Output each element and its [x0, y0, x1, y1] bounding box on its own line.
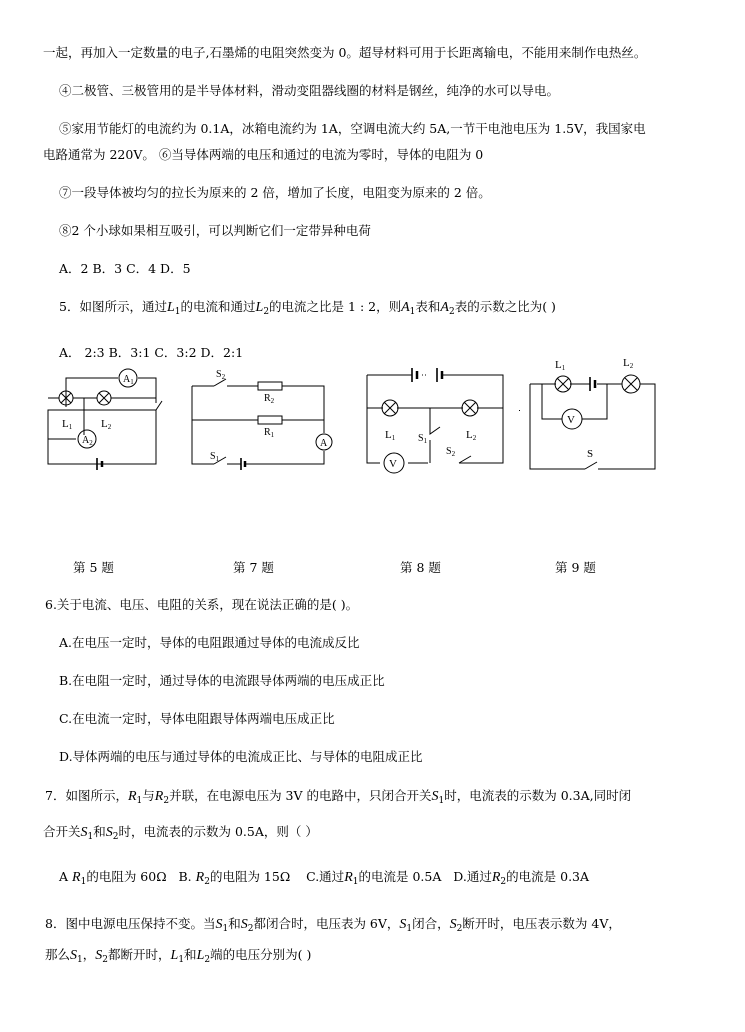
fig7-switch-2-label: $S_2$: [216, 369, 226, 381]
q7-option-d-text-2: 的电流是 0.3A: [506, 869, 590, 884]
q7-option-b-letter: B.: [178, 869, 192, 884]
q8-text: 那么: [45, 947, 71, 962]
figure-9-circuit: [530, 357, 655, 469]
text-line-1: 一起，再加入一定数量的电子,石墨烯的电阻突然变为 0。超导材料可用于长距离输电，不能用来制作电热丝。: [43, 45, 647, 60]
q5-text-3: 的电流之比是 1 : 2，则: [269, 299, 402, 314]
q8-sym-s: S: [240, 917, 248, 932]
fig8-voltmeter-label: V: [389, 458, 397, 470]
q5-sym-l: L: [255, 300, 264, 315]
fig8-lamp-1-label: L1: [385, 429, 396, 442]
q5-text-2: 的电流和通过: [180, 299, 256, 314]
q7-sym-r: R: [72, 870, 81, 885]
q8-sym-l: L: [170, 948, 179, 963]
q7-text: 并联，在电源电压为 3V 的电路中，只闭合开关: [169, 788, 432, 803]
q8-text: 和: [184, 947, 197, 962]
fig9-lamp-1-label: L1: [555, 359, 566, 372]
question-6-option-c: C.在电流一定时，导体电阻跟导体两端电压成正比: [59, 711, 335, 726]
q8-text: 都断开时，: [108, 947, 171, 962]
question-6-stem: 6.关于电流、电压、电阻的关系，现在说法正确的是( )。: [45, 597, 359, 612]
q7-sym-r: R: [195, 870, 205, 885]
q8-sym-s: S: [95, 948, 103, 963]
q7-option-a-text: 的电阻为 60Ω: [86, 869, 167, 884]
question-7-stem-line-1: [45, 787, 631, 810]
q7-sym-s: S: [431, 789, 439, 804]
q8-sub: 1: [406, 924, 413, 934]
q5-sym-a: A: [401, 300, 410, 315]
q7-option-c: [306, 869, 442, 887]
q7-option-d-text-1: D.通过: [453, 869, 492, 884]
fig8-switch-2-label: $S_2$: [446, 446, 456, 458]
q5-sub: 1: [174, 307, 181, 317]
text-line-5: ⑦一段导体被均匀的拉长为原来的 2 倍，增加了长度，电阻变为原来的 2 倍。: [59, 185, 491, 200]
answer-options-q4: A．2 B．3 C．4 D．5: [59, 261, 191, 276]
q8-sym-s: S: [70, 948, 78, 963]
fig9-lamp-2-label: L2: [623, 357, 634, 370]
q8-sub: 1: [222, 924, 229, 934]
q8-sym-l: L: [196, 948, 205, 963]
fig5-ammeter-1-label: $A_1$: [123, 374, 134, 386]
q7-sub: 2: [163, 796, 170, 806]
fig8-lamp-2-label: L2: [466, 429, 477, 442]
fig5-lamp-2-label: L2: [101, 418, 112, 431]
q7-option-a: [59, 869, 167, 887]
q5-sub: 2: [263, 307, 270, 317]
fig7-resistor-2-label: $R_2$: [264, 393, 275, 405]
q5-text-1: 5．如图所示，通过: [59, 299, 167, 314]
q8-sym-s: S: [215, 917, 223, 932]
q7-text: 7．如图所示，: [45, 788, 128, 803]
q8-text: 和: [228, 916, 241, 931]
q5-text-4: 表和: [415, 299, 441, 314]
q8-sym-s: S: [399, 917, 407, 932]
fig7-resistor-1-label: $R_1$: [264, 427, 275, 439]
fig8-switch-1-label: $S_1$: [418, 433, 428, 445]
q7-sub: 1: [87, 832, 94, 842]
q7-option-d: [453, 869, 590, 887]
q7-sub: 2: [500, 877, 507, 887]
q8-sub: 1: [178, 955, 185, 965]
figure-5-circuit: [48, 369, 162, 470]
question-8-stem-line-2: [45, 946, 311, 969]
fig5-lamp-1-label: L1: [62, 418, 73, 431]
q8-text: 端的电压分别为( ): [210, 947, 312, 962]
q7-sym-s: S: [105, 825, 113, 840]
q7-sub: 1: [136, 796, 143, 806]
question-6-option-d: D.导体两端的电压与通过导体的电流成正比、与导体的电阻成正比: [59, 749, 423, 764]
q7-option-b-text: 的电阻为 15Ω: [209, 869, 291, 884]
q7-text: 和: [93, 824, 106, 839]
q8-text: 闭合，: [412, 916, 450, 931]
caption-figure-5: 第 5 题: [73, 560, 114, 575]
fig9-voltmeter-label: V: [567, 414, 575, 426]
q7-text: 时，电流表的示数为 0.3A,同时闭: [444, 788, 632, 803]
caption-figure-7: 第 7 题: [233, 560, 274, 575]
q7-sym-r: R: [154, 789, 164, 804]
question-5-stem: [59, 298, 556, 321]
question-7-stem-line-2: [43, 823, 318, 846]
text-line-6: ⑧2 个小球如果相互吸引，可以判断它们一定带异种电荷: [59, 223, 371, 238]
caption-figure-8: 第 8 题: [400, 560, 441, 575]
q8-text: 断开时，电压表示数为 4V，: [462, 916, 621, 931]
q7-text: 合开关: [43, 824, 81, 839]
q7-text: 与: [142, 788, 155, 803]
q7-sym-r: R: [127, 789, 137, 804]
question-8-stem-line-1: [45, 915, 621, 938]
fig9-switch-label: S: [587, 448, 594, 460]
caption-figure-9: 第 9 题: [555, 560, 596, 575]
question-7-options: [59, 868, 589, 891]
q8-text: ，: [82, 947, 96, 962]
q7-option-b: [178, 869, 291, 887]
q7-option-c-text-1: C.通过: [306, 869, 345, 884]
q7-sym-r: R: [491, 870, 501, 885]
q8-text: 8．图中电源电压保持不变。当: [45, 916, 216, 931]
q8-sub: 2: [204, 955, 211, 965]
question-6-option-b: B.在电阻一定时，通过导体的电流跟导体两端的电压成正比: [59, 673, 385, 688]
q7-sub: 1: [438, 796, 445, 806]
q5-sym-a: A: [440, 300, 449, 315]
q7-sub: 1: [80, 877, 87, 887]
q5-text-5: 表的示数之比为( ): [454, 299, 556, 314]
question-5-options: A． 2:3 B．3:1 C．3:2 D．2:1: [59, 345, 244, 360]
q7-option-c-text-2: 的电流是 0.5A: [358, 869, 442, 884]
q5-sym-l: L: [166, 300, 175, 315]
question-6-option-a: A.在电压一定时，导体的电阻跟通过导体的电流成反比: [59, 635, 360, 650]
q7-text: 时，电流表的示数为 0.5A，则（ ）: [118, 824, 318, 839]
q8-sym-s: S: [449, 917, 457, 932]
q8-text: 都闭合时，电压表为 6V，: [253, 916, 400, 931]
q7-sym-r: R: [344, 870, 353, 885]
q8-sub: 2: [456, 924, 463, 934]
figure-7-circuit: [192, 369, 332, 470]
q7-sub: 1: [352, 877, 359, 887]
q7-option-a-letter: A: [59, 869, 69, 884]
q5-sub: 1: [409, 307, 416, 317]
figure-8-circuit: [367, 368, 520, 473]
q7-sub: 2: [204, 877, 210, 887]
fig7-ammeter-label: A: [320, 438, 328, 449]
q7-sym-s: S: [80, 825, 88, 840]
q8-sub: 1: [77, 955, 83, 965]
text-line-4: 电路通常为 220V。 ⑥当导体两端的电压和通过的电流为零时，导体的电阻为 0: [43, 147, 484, 162]
q5-sub: 2: [448, 307, 455, 317]
fig7-switch-1-label: $S_1$: [210, 451, 220, 463]
circuit-figures: [0, 355, 745, 525]
text-line-3: ⑤家用节能灯的电流约为 0.1A，冰箱电流约为 1A，空调电流大约 5A,一节干电池电压为 1.5V，我国家电: [59, 121, 646, 136]
text-line-2: ④二极管、三极管用的是半导体材料，滑动变阻器线圈的材料是钢丝，纯净的水可以导电。: [59, 83, 560, 98]
q8-sub: 2: [247, 924, 254, 934]
q8-sub: 2: [102, 955, 108, 965]
q7-sub: 2: [112, 832, 119, 842]
fig5-ammeter-2-label: $A_2$: [82, 435, 93, 447]
